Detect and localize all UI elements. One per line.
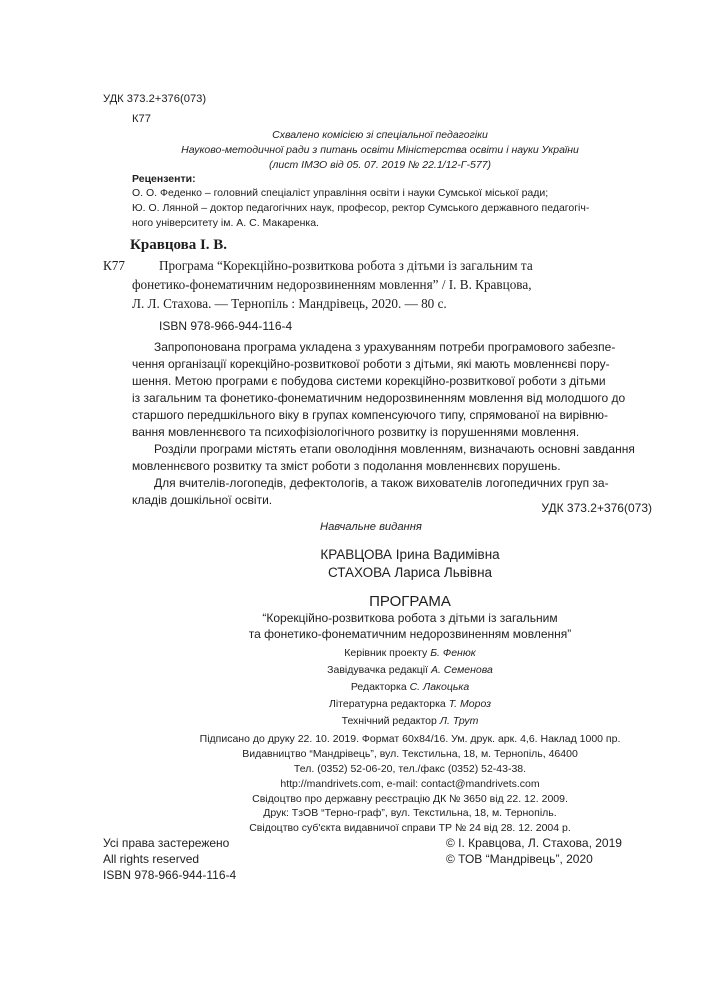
credit-line (150, 696, 670, 713)
copyright (446, 835, 622, 867)
abstract-line: Запропонована програма укладена з урахуванням потреби програмового забезпе- (154, 340, 616, 354)
rights-line: Усі права застережено (103, 836, 230, 850)
abstract-line: Для вчителів-логопедів, дефектологів, а також вихователів логопедичних груп за- (154, 476, 609, 490)
abstract-line: старшого передшкільного віку в групах компенсуючого типу, спрямованої на вирівню- (132, 408, 608, 422)
printer-line: Свідоцтво суб'єкта видавничої справи ТР № 24 від 28. 12. 2004 р. (249, 822, 571, 834)
credit-line (150, 679, 670, 696)
reviewer-1: О. О. Феденко – головний спеціаліст управління освіти і науки Сумської міської ради; (132, 187, 549, 199)
authors-full (150, 546, 670, 582)
copyright-line: © І. Кравцова, Л. Стахова, 2019 (446, 836, 622, 850)
imprint-line: Свідоцтво про державну реєстрацію ДК № 3650 від 22. 12. 2009. (252, 793, 568, 805)
credit-line (150, 662, 670, 679)
imprint-line: Видавництво “Мандрівець”, вул. Текстильна, 18, м. Тернопіль, 46400 (242, 748, 578, 760)
approval-line: (лист ІМЗО від 05. 07. 2019 № 22.1/12-Г-577) (268, 159, 491, 171)
catalog-line: Програма “Корекційно-розвиткова робота з дітьми із загальним та (159, 258, 533, 273)
copyright-line: © ТОВ “Мандрівець”, 2020 (446, 852, 593, 866)
credit-role: Керівник проекту (344, 647, 431, 659)
rights-line: ISBN 978-966-944-116-4 (103, 868, 237, 882)
reviewer-2 (132, 201, 589, 231)
approval-line: Науково-методичної ради з питань освіти Міністерства освіти і науки України (181, 144, 579, 156)
catalog-entry (159, 256, 653, 275)
rights-line: All rights reserved (103, 852, 200, 866)
imprint-line: http://mandrivets.com, e-mail: contact@mandrivets.com (280, 778, 540, 790)
credit-name: А. Семенова (430, 664, 493, 676)
credit-role: Завідувачка редакції (327, 664, 431, 676)
author-sign-top: К77 (132, 113, 151, 125)
credits (150, 645, 670, 730)
credit-name: Л. Трут (439, 715, 479, 727)
credit-name: Б. Фенюк (430, 647, 476, 659)
isbn-catalog: ISBN 978-966-944-116-4 (159, 319, 293, 333)
abstract (132, 339, 652, 509)
reviewer-2-line: ного університету ім. А. С. Макаренка. (132, 217, 319, 229)
author-full-line: СТАХОВА Лариса Львівна (327, 565, 493, 580)
credit-line (150, 645, 670, 662)
udc-top: УДК 373.2+376(073) (103, 93, 207, 105)
catalog-line: Л. Л. Стахова. — Тернопіль : Мандрівець, 2020. — 80 с. (132, 296, 447, 311)
abstract-line: чення організації корекційно-розвиткової роботи з дітьми, які мають мовленнєві пору- (132, 357, 610, 371)
imprint-line: Підписано до друку 22. 10. 2019. Формат 60x84/16. Ум. друк. арк. 4,6. Наклад 1000 пр. (199, 733, 621, 745)
credit-line (150, 713, 670, 730)
abstract-line: мовленнєвого розвитку та зміст роботи з подолання мовленнєвих порушень. (132, 459, 561, 473)
program-subtitle-line: та фонетико-фонематичним недорозвиненням мовлення” (248, 627, 572, 641)
abstract-line: Розділи програми містять етапи оволодіння мовленням, визначають основні завдання (154, 442, 635, 456)
printer (150, 806, 670, 836)
abstract-line: кладів дошкільної освіти. (132, 493, 273, 507)
imprint-line: Тел. (0352) 52-06-20, тел./факс (0352) 52-43-38. (293, 763, 527, 775)
abstract-line: із загальним та фонетико-фонематичним недорозвиненням мовлення від молодшого до (132, 391, 626, 405)
abstract-line: вання мовленнєвого та психофізіологічного розвитку із порушеннями мовлення. (132, 425, 580, 439)
reviewers-title: Рецензенти: (132, 173, 196, 185)
author-full-line: КРАВЦОВА Ірина Вадимівна (320, 547, 500, 562)
approval-block (150, 128, 610, 173)
credit-role: Редакторка (350, 681, 410, 693)
reviewer-2-line: Ю. О. Лянной – доктор педагогічних наук, професор, ректор Сумського державного педагогіч- (132, 202, 590, 214)
printer-line: Друк: ТзОВ “Терно-граф”, вул. Текстильна, 18, м. Тернопіль. (263, 807, 557, 819)
program-subtitle-line: “Корекційно-розвиткова робота з дітьми із загальним (262, 611, 558, 625)
catalog-line: фонетико-фонематичним недорозвиненням мовлення” / І. В. Кравцова, (132, 277, 532, 292)
edition-type: Навчальне видання (320, 521, 422, 533)
catalog-entry-cont (132, 275, 653, 313)
approval-line: Схвалено комісією зі спеціальної педагогіки (272, 129, 488, 141)
udc-bottom: УДК 373.2+376(073) (541, 501, 652, 515)
catalog-sign: К77 (103, 258, 125, 273)
abstract-line: шення. Метою програми є побудова системи корекційно-розвиткової роботи з дітьми (132, 374, 606, 388)
program-title: ПРОГРАМА (369, 593, 451, 610)
credit-name: Т. Мороз (448, 698, 492, 710)
credit-role: Технічний редактор (341, 715, 440, 727)
author-heading: Кравцова І. В. (130, 237, 228, 253)
program-subtitle (150, 610, 670, 642)
rights (103, 835, 236, 883)
credit-name: С. Лакоцька (409, 681, 470, 693)
imprint (150, 732, 670, 807)
credit-role: Літературна редакторка (328, 698, 449, 710)
